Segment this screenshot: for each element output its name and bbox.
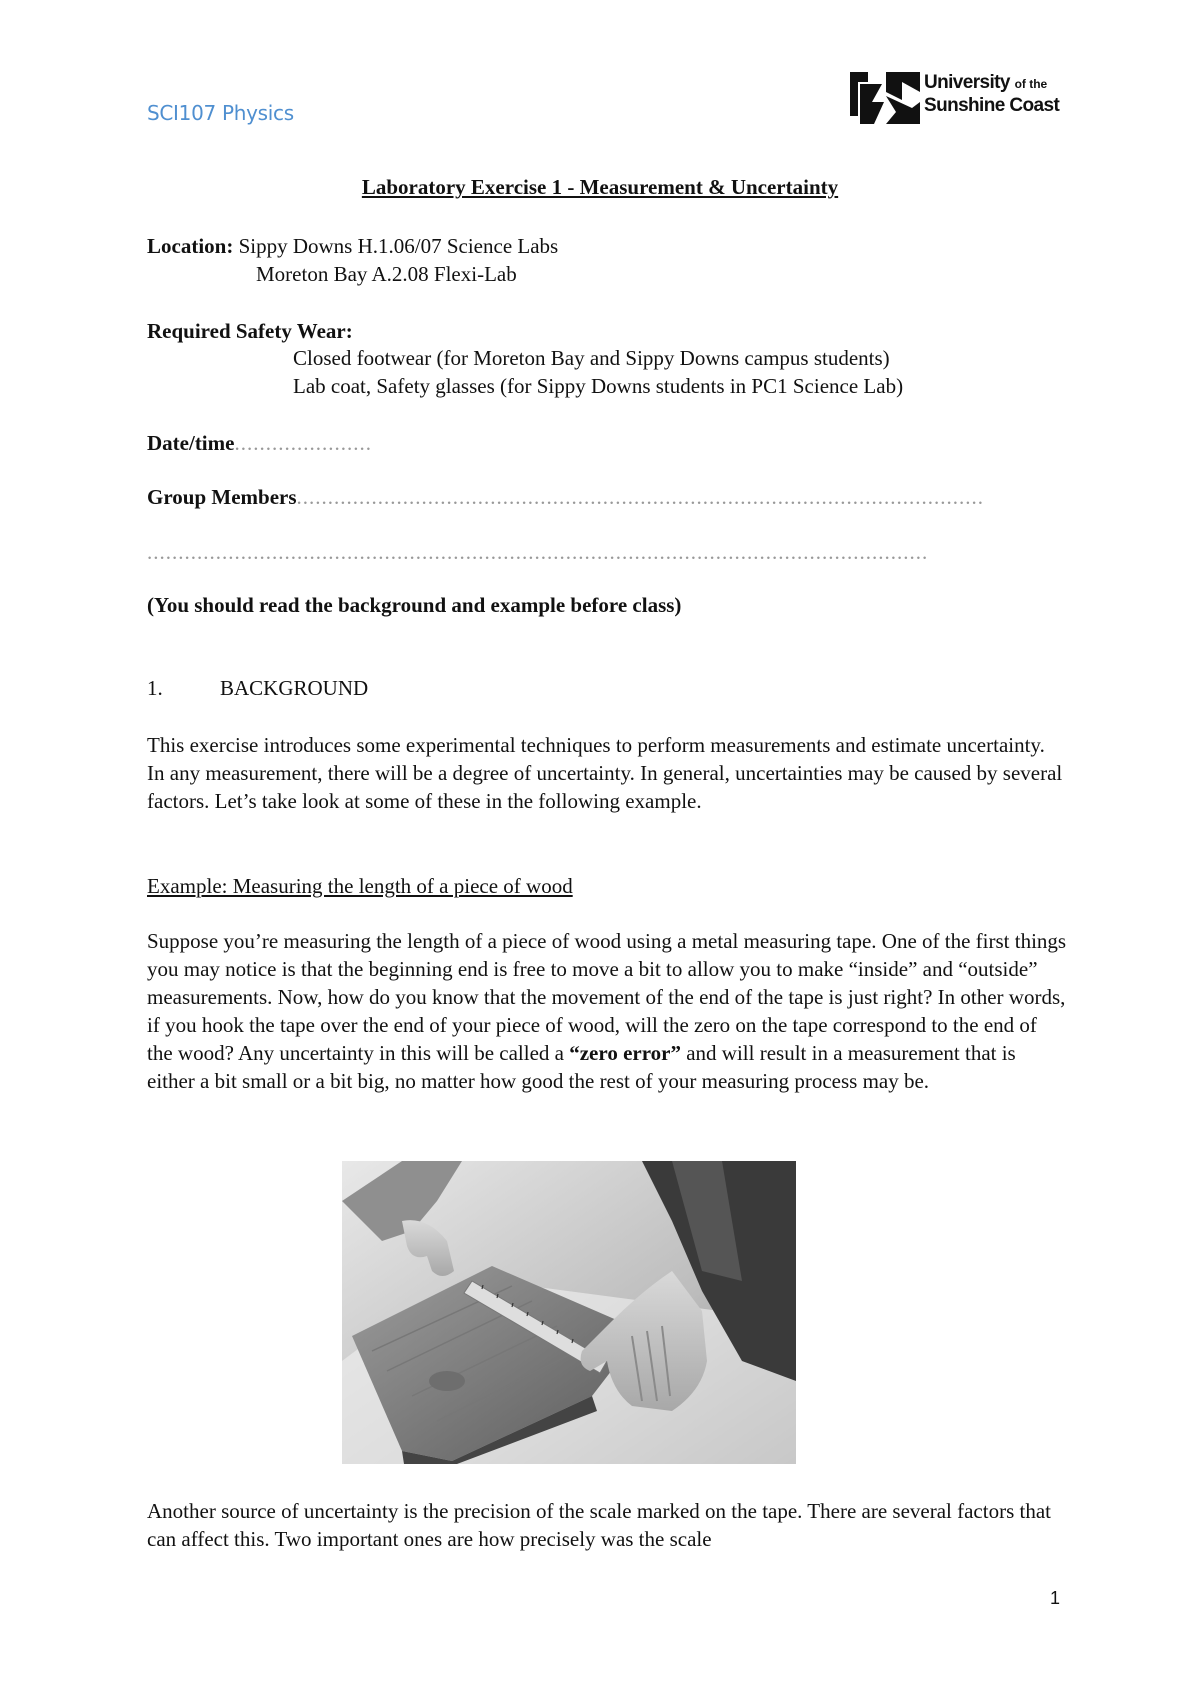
group-members-blank-line2: .............................................................................................................................	[147, 540, 929, 564]
intro-paragraph	[147, 731, 1067, 815]
course-title: SCI107 Physics	[147, 101, 294, 125]
pre-class-note: (You should read the background and example before class)	[147, 593, 682, 617]
section-heading: BACKGROUND	[220, 676, 369, 700]
example-text-2: and will result in a measurement that is either a bit small or a bit big, no matter how good the rest of your measuring process may be.	[147, 1041, 1016, 1093]
after-photo-paragraph	[147, 1497, 1067, 1553]
safety-line-2: Lab coat, Safety glasses (for Sippy Downs students in PC1 Science Lab)	[293, 374, 904, 398]
group-members-row	[147, 483, 1061, 511]
university-logo	[850, 72, 1065, 124]
example-text-1: Suppose you’re measuring the length of a piece of wood using a metal measuring tape. One of the first things you may notice is that the beginning end is free to move a bit to allow you to make “inside” and “outside” measurements. Now, how do you know that the movement of the end of the tape is just right? In other words, if you hook the tape over the end of your piece of wood, will the zero on the tape correspond to the end of the wood? Any uncertainty in this will be called a	[147, 929, 1067, 1065]
date-time-row	[147, 429, 372, 457]
date-time-blank: ......................	[234, 431, 372, 455]
intro-paragraph-text: This exercise introduces some experimental techniques to perform measurements and estimate uncertainty. In any measurement, there will be a degree of uncertainty. In general, uncertainties may be caused by several factors. Let’s take look at some of these in the following example.	[147, 733, 1063, 813]
location-value-2: Moreton Bay A.2.08 Flexi-Lab	[256, 262, 517, 286]
date-time-label: Date/time	[147, 431, 235, 455]
after-photo-paragraph-text: Another source of uncertainty is the precision of the scale marked on the tape. There are several factors that can affect this. Two important ones are how precisely was the scale	[147, 1499, 1051, 1551]
logo-sunshine-coast-text: Sunshine Coast	[924, 95, 1060, 116]
location-label: Location:	[147, 234, 234, 258]
safety-label: Required Safety Wear:	[147, 319, 353, 343]
logo-of-the-text: of the	[1014, 77, 1048, 91]
zero-error-term: “zero error”	[569, 1041, 681, 1065]
group-members-label: Group Members	[147, 485, 297, 509]
section-number: 1.	[147, 676, 163, 700]
measuring-wood-photo	[342, 1161, 796, 1464]
logo-university-text: University	[924, 72, 1010, 93]
location-value-1: Sippy Downs H.1.06/07 Science Labs	[238, 234, 559, 258]
page-number: 1	[1050, 1588, 1061, 1608]
location-line1	[147, 232, 558, 260]
logo-emblem-icon	[850, 72, 920, 124]
document-title: Laboratory Exercise 1 - Measurement & Uncertainty	[361, 175, 839, 199]
example-paragraph	[147, 927, 1067, 1095]
safety-line-1: Closed footwear (for Moreton Bay and Sippy Downs campus students)	[293, 346, 890, 370]
example-heading: Example: Measuring the length of a piece of wood	[147, 874, 573, 898]
group-members-blank: ..............................................................................................................	[296, 485, 985, 509]
